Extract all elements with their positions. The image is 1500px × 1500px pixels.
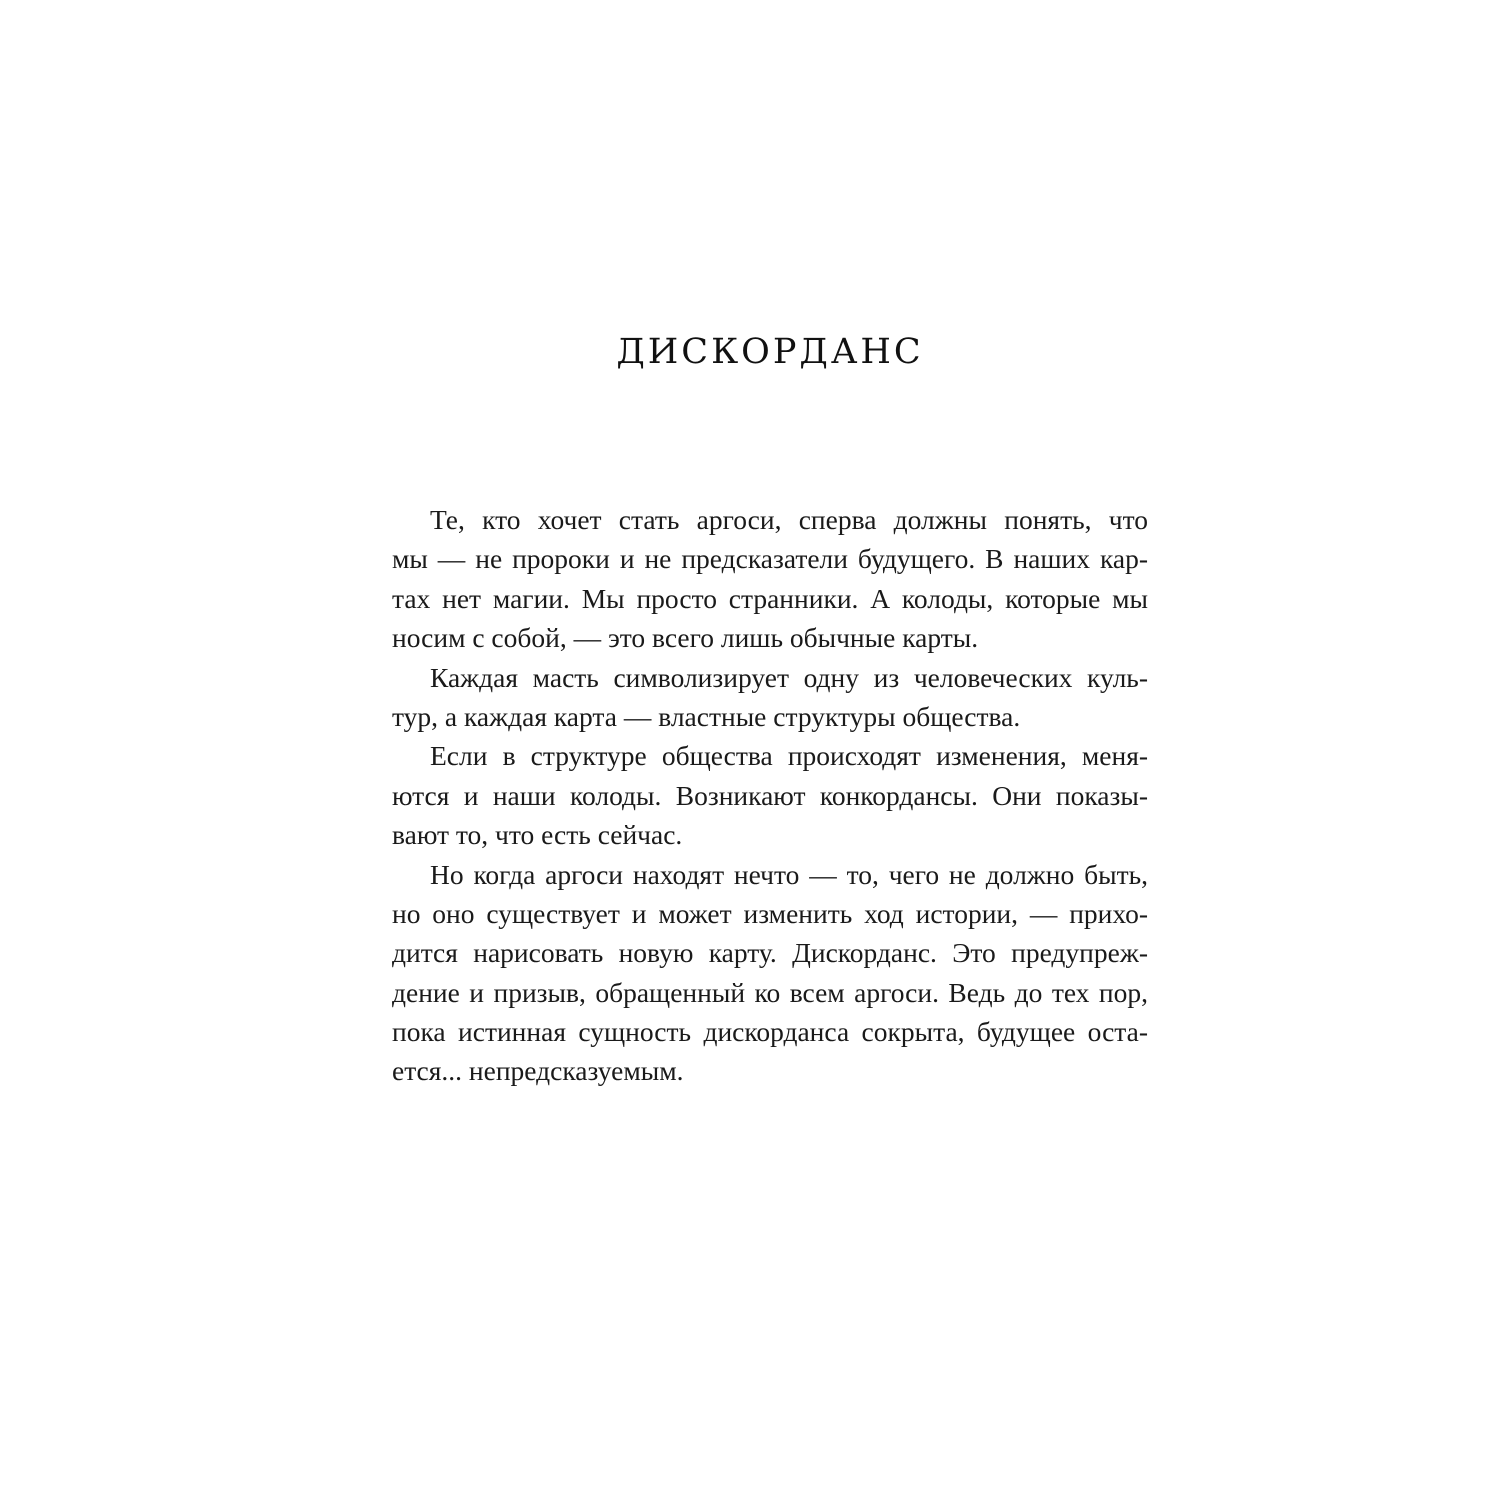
text-line: Но когда аргоси находят нечто — то, чего не должно быть, (430, 858, 1148, 890)
text-line: носим с собой, — это всего лишь обычные карты. (392, 622, 979, 654)
text-line: вают то, что есть сейчас. (392, 819, 683, 851)
text-line: дится нарисовать новую карту. Дискорданс. Это предупреж- (392, 937, 1148, 969)
text-line: Те, кто хочет стать аргоси, сперва должны понять, что (430, 504, 1148, 535)
text-line: но оно существует и может изменить ход истории, — прихо- (392, 897, 1148, 929)
text-line: ется... непредсказуемым. (392, 1055, 684, 1087)
text-line: мы — не пророки и не предсказатели будущего. В наших кар- (392, 543, 1148, 575)
text-line: пока истинная сущность дискорданса сокрыта, будущее оста- (392, 1016, 1148, 1048)
epigraph-text (392, 500, 1148, 1091)
text-line: дение и призыв, обращенный ко всем аргоси. Ведь до тех пор, (392, 976, 1148, 1008)
text-line: тах нет магии. Мы просто странники. А колоды, которые мы (392, 582, 1148, 614)
text-line: ются и наши колоды. Возникают конкордансы. Они показы- (392, 779, 1148, 811)
text-line: Каждая масть символизирует одну из человеческих куль- (430, 661, 1148, 693)
text-line: тур, а каждая карта — властные структуры общества. (392, 700, 1021, 732)
text-line: Если в структуре общества происходят изменения, меня- (430, 740, 1148, 772)
chapter-title: ДИСКОРДАНС (616, 332, 924, 372)
